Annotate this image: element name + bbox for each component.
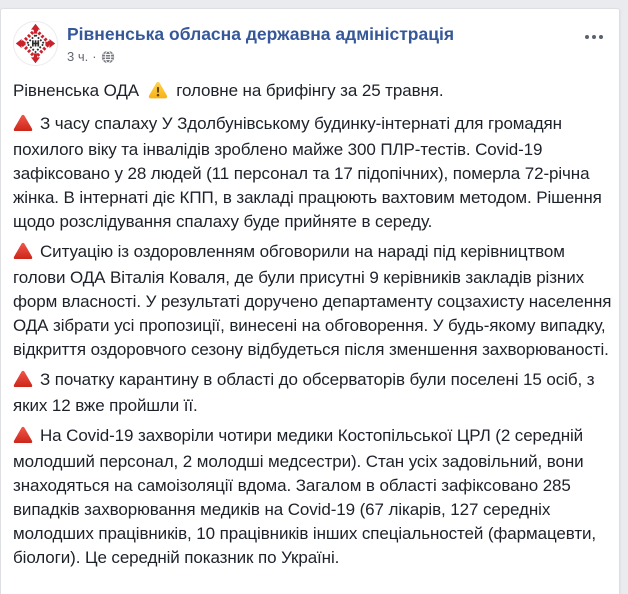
post-options-button[interactable] [581, 29, 607, 45]
ellipsis-icon [585, 35, 589, 39]
warning-icon [148, 81, 168, 106]
paragraph-text: З початку карантину в області до обсерваторів були поселені 15 осіб, з яких 12 вже пройшли її. [13, 370, 595, 415]
post-card [0, 8, 620, 594]
paragraph-text: З часу спалаху У Здолбунівському будинку-інтернаті для громадян похилого віку та інвалідів зроблено майже 300 ПЛР-тестів. Covid-19 зафіксовано у 28 людей (11 персонал та 17 підопічних), померла 72-річна жінка. В інтернаті діє КПП, в закладі працюють вахтовим методом. Рішення щодо розслідування спалаху буде прийняте в середу. [13, 114, 602, 231]
red-triangle-icon [13, 242, 33, 267]
paragraph-text: Ситуацію із оздоровленням обговорили на нараді під керівництвом голови ОДА Віталія Коваля, де були присутні 9 керівників закладів різних форм власності. У результаті доручено департаменту соцзахисту населення ОДА зібрати усі пропозиції, винесені на обговорення. У будь-якому випадку, відкриття оздоровчого сезону відбудеться після зменшення захворюваності. [13, 242, 612, 359]
page-avatar[interactable] [13, 21, 58, 66]
ornamental-emblem-logo [13, 21, 58, 66]
intro-text-after: головне на брифінгу за 25 травня. [176, 81, 444, 100]
post-paragraph [13, 424, 612, 570]
post-paragraph [13, 368, 612, 418]
post-intro-line [13, 79, 612, 106]
red-triangle-icon [13, 370, 33, 395]
intro-text-before: Рівненська ОДА [13, 81, 140, 100]
paragraph-text: На Covid-19 захворіли чотири медики Костопільської ЦРЛ (2 середній молодший персонал, 2 молодші медсестри). Стан усіх задовільний, вони знаходяться на самоізоляції вдома. Загалом в області зафіксовано 285 випадків захворювання медиків на Covid-19 (67 лікарів, 127 середніх молодших працівників, 10 працівників інших спеціальностей (фармацевти, біологи). Це середній показник по Україні. [13, 426, 597, 567]
post-header [1, 9, 619, 66]
meta-separator: · [92, 49, 97, 64]
post-content [1, 66, 619, 570]
red-triangle-icon [13, 114, 33, 139]
post-paragraph [13, 240, 612, 362]
post-meta [67, 49, 454, 64]
post-header-text [67, 21, 454, 64]
page-name-link[interactable]: Рівненська обласна державна адміністрація [67, 24, 455, 44]
globe-privacy-icon [101, 50, 115, 64]
post-timestamp[interactable]: 3 ч. [67, 49, 89, 64]
red-triangle-icon [13, 426, 33, 451]
post-paragraph [13, 112, 612, 234]
